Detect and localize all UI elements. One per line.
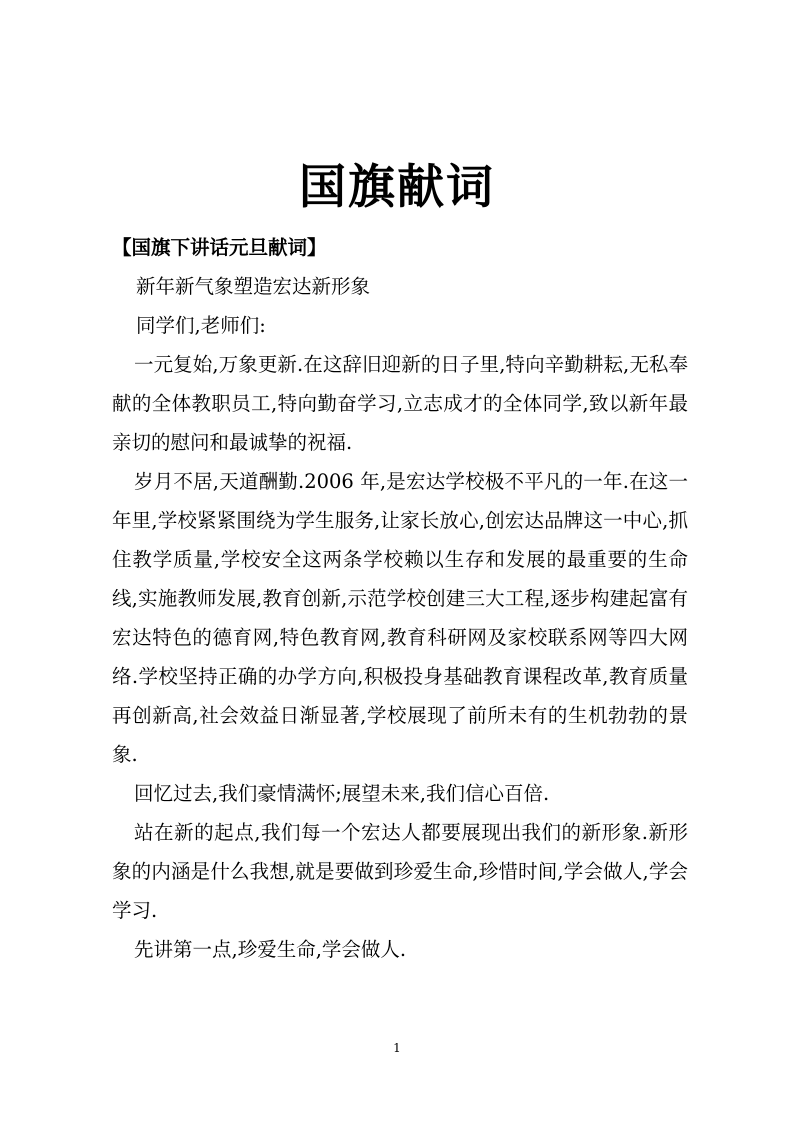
paragraph-subtitle: 新年新气象塑造宏达新形象 [136,275,371,298]
paragraph-salutation: 同学们,老师们: [136,314,266,337]
paragraph-4: 站在新的起点,我们每一个宏达人都要展现出我们的新形象.新形象的内涵是什么我想,就是要做到珍爱生命,珍惜时间,学会做人,学会学习. [112,821,688,922]
page-number: 1 [393,1041,401,1055]
paragraph-1: 一元复始,万象更新.在这辞旧迎新的日子里,特向辛勤耕耘,无私奉献的全体教职员工,特向勤奋学习,立志成才的全体同学,致以新年最亲切的慰问和最诚挚的祝福. [112,353,688,454]
document-body [112,228,688,969]
paragraph-3: 回忆过去,我们豪情满怀;展望未来,我们信心百倍. [134,782,550,805]
paragraph-2: 岁月不居,天道酬勤.2006 年,是宏达学校极不平凡的一年.在这一年里,学校紧紧围绕为学生服务,让家长放心,创宏达品牌这一中心,抓住教学质量,学校安全这两条学校赖以生存和发展的最重要的生命线,实施教师发展,教育创新,示范学校创建三大工程,逐步构建起富有宏达特色的德育网,特色教育网,教育科研网及家校联系网等四大网络.学校坚持正确的办学方向,积极投身基础教育课程改革,教育质量再创新高,社会效益日渐显著,学校展现了前所未有的生机勃勃的景象. [112,470,688,766]
page-title: 国旗献词 [299,160,495,216]
paragraph-heading-bracket: 【国旗下讲话元旦献词】 [112,236,327,259]
paragraph-5: 先讲第一点,珍爱生命,学会做人. [134,938,407,961]
